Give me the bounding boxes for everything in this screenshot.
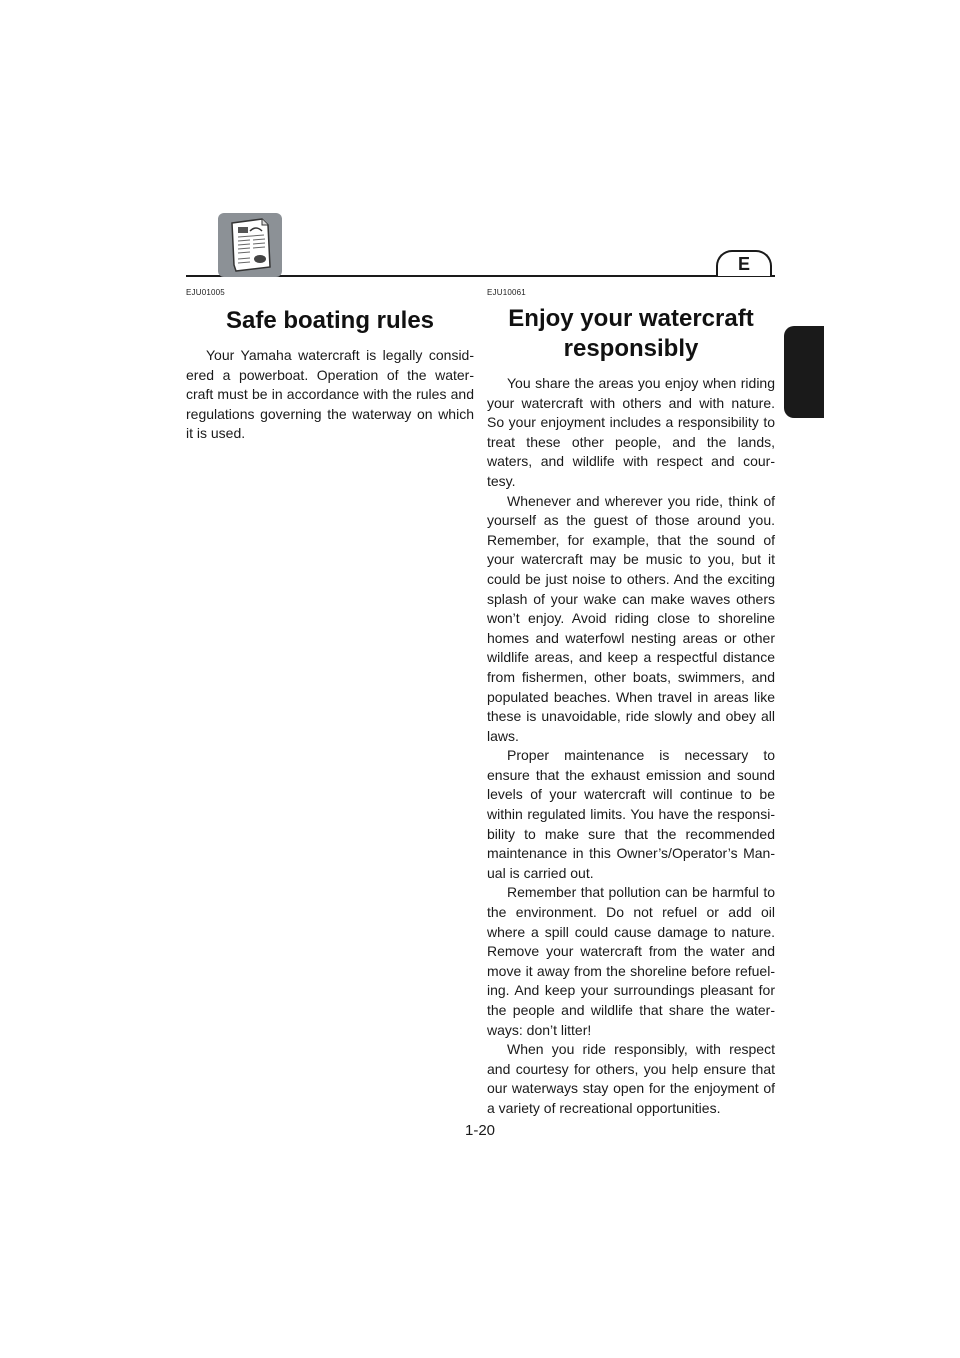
paragraph: Your Yamaha watercraft is legally consid- ered a powerboat. Operation of the water- craft must be in accordance with the rules and regulations governing the waterway on which it is used. xyxy=(186,347,474,442)
section-code: EJU01005 xyxy=(186,288,225,297)
chapter-tab xyxy=(784,326,824,418)
section-title: Safe boating rules xyxy=(225,307,435,334)
section-title: Enjoy your watercraft responsibly xyxy=(508,305,754,362)
language-badge: E xyxy=(716,250,772,276)
paragraph: You share the areas you enjoy when riding your watercraft with others and with nature. So your enjoyment includes a responsibility to treat these other people, and the lands, waters, and wildlife with respect and cour- tesy. xyxy=(487,375,775,489)
right-column xyxy=(487,288,775,1119)
owners-manual-book-icon xyxy=(218,213,282,277)
page-number: 1-20 xyxy=(464,1122,496,1139)
left-column xyxy=(186,288,474,444)
paragraph: Proper maintenance is necessary to ensure that the exhaust emission and sound levels of your watercraft will continue to be within regulated limits. You have the responsi- bility to make sure that the recommended maintenance in this Owner’s/Operator’s Man- ual is carried out. xyxy=(487,747,775,881)
paragraph: Whenever and wherever you ride, think of yourself as the guest of those around you. Remember, for example, that the sound of your watercraft may be music to you, but it could be just noise to others. And the exciting splash of your wake can make waves others won’t enjoy. Avoid riding close to shoreline homes and waterfowl nesting areas or other wildlife areas, and keep a respectful distance from fishermen, other boats, swimmers, and populated beaches. When travel in areas like these is unavoidable, ride slowly and obey all laws. xyxy=(487,492,775,744)
paragraph: Remember that pollution can be harmful to the environment. Do not refuel or add oil where a spill could cause damage to nature. Remove your watercraft from the water and move it away from the shoreline before refuel- ing. And keep your surroundings pleasant for the people and wildlife that share the water- ways: don’t litter! xyxy=(487,884,775,1038)
section-code: EJU10061 xyxy=(487,288,526,297)
paragraph: When you ride responsibly, with respect and courtesy for others, you help ensure that our waterways stay open for the enjoyment of a variety of recreational opportunities. xyxy=(487,1041,775,1116)
